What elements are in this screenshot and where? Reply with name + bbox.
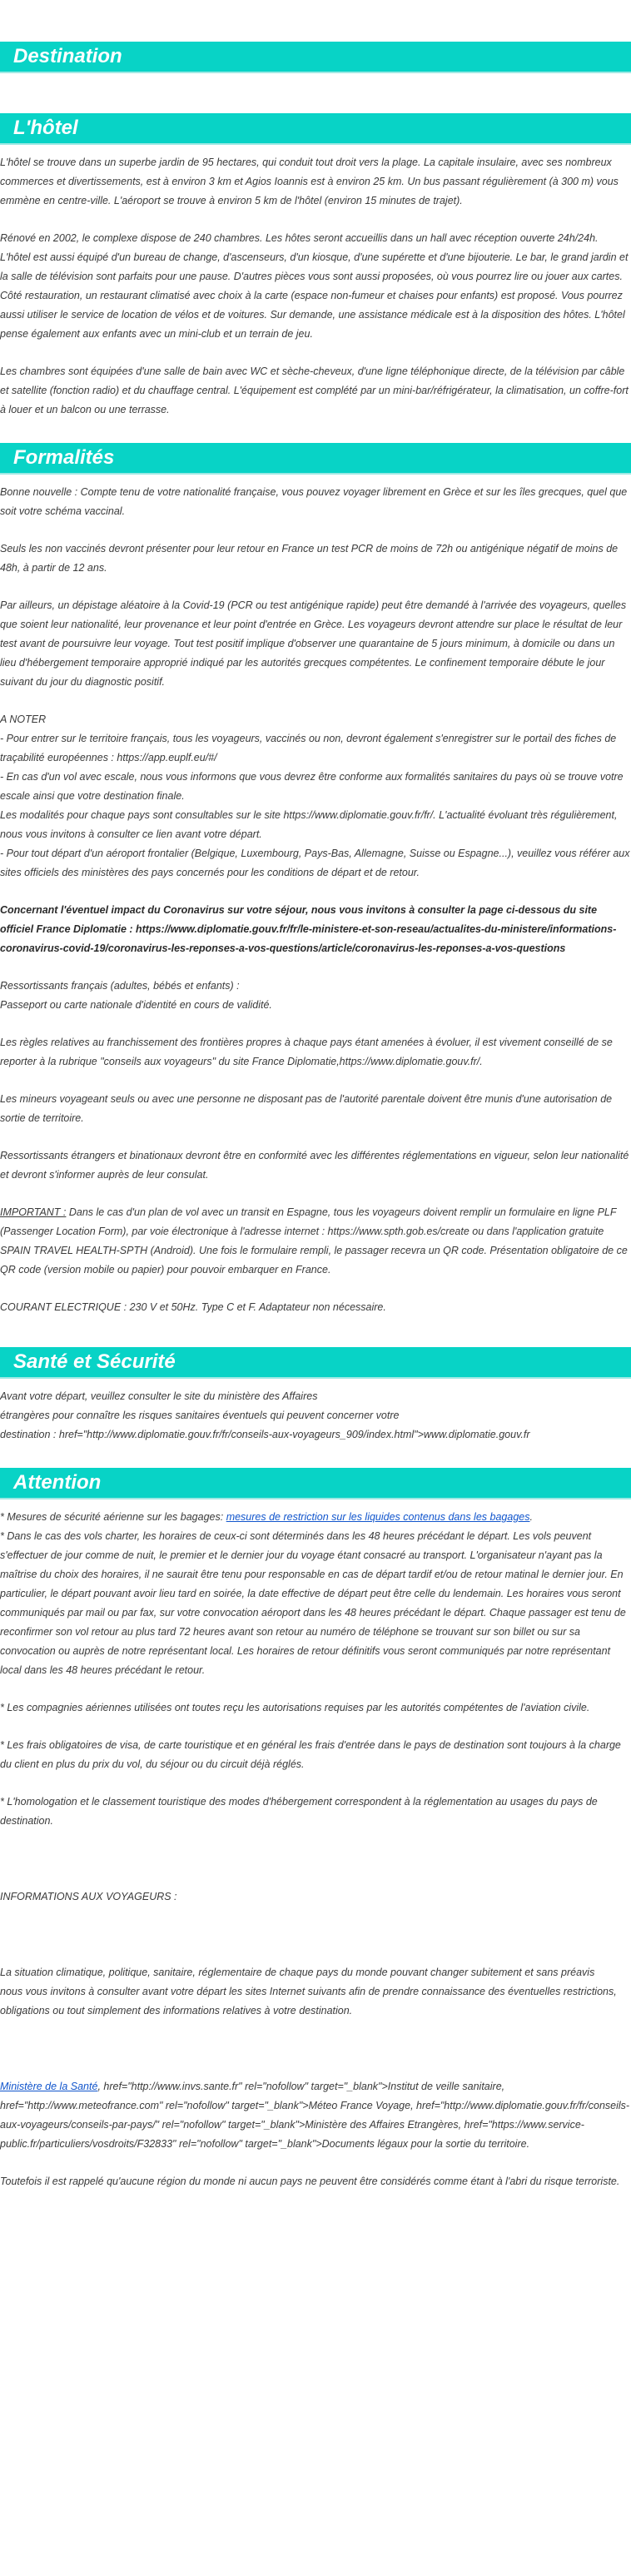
- baggage-security-line: [0, 1508, 631, 1527]
- formalites-paragraph: Par ailleurs, un dépistage aléatoire à la Covid-19 (PCR ou test antigénique rapide) peut être demandé à l'arrivée des voyageurs, quelles que soient leur nationalité, leur provenance et leur point d'entrée en Grèce. Les voyageurs devront attendre sur place le résultat de leur test avant de poursuivre leur voyage. Tout test positif implique d'observer une quarantaine de 5 jours minimum, à domicile ou dans un lieu d'hébergement temporaire approprié indiqué par les autorités grecques compétentes. Le confinement temporaire débute le jour suivant du jour du diagnostic positif.: [0, 599, 627, 688]
- liquids-restriction-link[interactable]: mesures de restriction sur les liquides contenus dans les bagages: [226, 1511, 530, 1523]
- charter-schedule-paragraph: * Dans le cas des vols charter, les horaires de ceux-ci sont déterminés dans les 48 heures précédant le départ. Les vols peuvent s'effectuer de jour comme de nuit, le premier et le dernier jour du voyage étant consacré au transport. L'organisateur n'ayant pas la maîtrise du choix des horaires, il ne saurait être tenu pour responsable en cas de départ tardif et/ou de retour matinal le dernier jour. En particulier, le départ pouvant avoir lieu tard en soirée, la date effective de départ peut être celle du lendemain. Les horaires vous seront communiqués par mail ou par fax, sur votre convocation aéroport dans les 48 heures précédant le départ. Chaque passager est tenu de reconfirmer son vol retour au plus tard 72 heures avant son retour au numéro de téléphone se trouvant sur son billet ou sur sa convocation ou auprès de notre représentant local. Les horaires de retour définitifs vous seront communiqués par notre représentant local dans les 48 heures précédant le retour.: [0, 1530, 626, 1676]
- hotel-description: [0, 153, 631, 420]
- section-header-formalites: [0, 443, 631, 475]
- formalites-paragraph: Les règles relatives au franchissement des frontières propres à chaque pays étant amenées à évoluer, il est vivement conseillé de se reporter à la rubrique "conseils aux voyageurs" du site France Diplomatie,https://www.diplomatie.gouv.fr/.: [0, 1037, 613, 1067]
- situation-block: [0, 1963, 631, 2021]
- note-block: [0, 710, 631, 883]
- hotel-paragraph: Rénové en 2002, le complexe dispose de 240 chambres. Les hôtes seront accueillis dans un hall avec réception ouverte 24h/24h. L'hôtel est aussi équipé d'un bureau de change, d'ascenseurs, d'un kiosque, d'une supérette et d'une bijouterie. Le bar, le grand jardin et la salle de télévision sont parfaits pour une pause. D'autres pièces vous sont aussi proposées, où vous pourrez lire ou jouer aux cartes. Côté restauration, un restaurant climatisé avec choix à la carte (espace non-fumeur et chaises pour enfants) est proposé. Vous pourrez aussi utiliser le service de location de vélos et de voitures. Sur demande, une assistance médicale est à la disposition des hôtes. L'hôtel pense également aux enfants avec un mini-club et un terrain de jeu.: [0, 232, 629, 340]
- airlines-paragraph: * Les compagnies aériennes utilisées ont toutes reçu les autorisations requises par les autorités compétentes de l'aviation civile.: [0, 1702, 590, 1713]
- formalites-paragraph: Les mineurs voyageant seuls ou avec une personne ne disposant pas de l'autorité parentale doivent être munis d'une autorisation de sortie de territoire.: [0, 1093, 613, 1124]
- section-title: Formalités: [13, 446, 115, 469]
- sante-line: Avant votre départ, veuillez consulter le site du ministère des Affaires: [0, 1390, 318, 1402]
- sante-content: [0, 1387, 631, 1445]
- travellers-info-title: INFORMATIONS AUX VOYAGEURS :: [0, 1891, 177, 1902]
- electricity-info: COURANT ELECTRIQUE : 230 V et 50Hz. Type C et F. Adaptateur non nécessaire.: [0, 1301, 386, 1313]
- hotel-paragraph: Les chambres sont équipées d'une salle de bain avec WC et sèche-cheveux, d'une ligne téléphonique directe, de la télévision par câble et satellite (fonction radio) et du chauffage central. L'équipement est complété par un mini-bar/réfrigérateur, la climatisation, un coffre-fort à louer et un balcon ou une terrasse.: [0, 366, 629, 415]
- documents-text: Passeport ou carte nationale d'identité en cours de validité.: [0, 999, 272, 1011]
- ministere-sante-link[interactable]: Ministère de la Santé: [0, 2081, 98, 2092]
- useful-links-text: , href="http://www.invs.sante.fr" rel="nofollow" target="_blank">Institut de veille sanitaire, href="http://www.meteofrance.com" rel="nofollow" target="_blank">Méteo France Voyage, href="http://www.diplomatie.gouv.fr/fr/conseils-aux-voyageurs/conseils-par-pays/" rel="nofollow" target="_blank">Ministère des Affaires Etrangères, href="https://www.service-public.fr/particuliers/vosdroits/F32833" rel="nofollow" target="_blank">Documents légaux pour la sortie du territoire.: [0, 2081, 630, 2150]
- documents-block: [0, 977, 631, 1015]
- attention-content: [0, 1508, 631, 2191]
- important-text: Dans le cas d'un plan de vol avec un transit en Espagne, tous les voyageurs doivent remplir un formulaire en ligne PLF (Passenger Location Form), par voie électronique à l'adresse internet : https://www.spth.gob.es/create ou dans l'application gratuite SPAIN TRAVEL HEALTH-SPTH (Android). Une fois le formulaire rempli, le passager recevra un QR code. Présentation obligatoire de ce QR code (version mobile ou papier) pour pouvoir embarquer en France.: [0, 1206, 628, 1276]
- section-title: L'hôtel: [13, 117, 78, 139]
- section-title: Santé et Sécurité: [13, 1350, 176, 1373]
- note-line: - Pour tout départ d'un aéroport frontalier (Belgique, Luxembourg, Pays-Bas, Allemagne, Suisse ou Espagne...), veuillez vous référer aux sites officiels des ministères des pays concernés pour les conditions de départ et de retour.: [0, 848, 630, 878]
- formalites-paragraph: Ressortissants étrangers et binationaux devront être en conformité avec les différentes réglementations en vigueur, selon leur nationalité et devront s'informer auprès de leur consulat.: [0, 1150, 629, 1181]
- sante-line: destination : href="http://www.diplomatie.gouv.fr/fr/conseils-aux-voyageurs_909/index.html">www.diplomatie.gouv.fr: [0, 1429, 530, 1440]
- formalites-paragraph: Seuls les non vaccinés devront présenter pour leur retour en France un test PCR de moins de 72h ou antigénique négatif de moins de 48h, à partir de 12 ans.: [0, 543, 619, 574]
- documents-title: Ressortissants français (adultes, bébés et enfants) :: [0, 980, 240, 992]
- spacer: [0, 1849, 631, 1887]
- page: [0, 42, 631, 2191]
- fees-paragraph: * Les frais obligatoires de visa, de carte touristique et en général les frais d'entrée dans le pays de destination sont toujours à la charge du client en plus du prix du vol, du séjour ou du circuit déjà réglés.: [0, 1739, 621, 1770]
- section-header-hotel: [0, 113, 631, 145]
- section-header-sante: [0, 1347, 631, 1379]
- useful-links-paragraph: [0, 2077, 631, 2154]
- note-line: - Pour entrer sur le territoire français, tous les voyageurs, vaccinés ou non, devront également s'enregistrer sur le portail des fiches de traçabilité européennes : https://app.euplf.eu/#/: [0, 733, 619, 763]
- note-line: Les modalités pour chaque pays sont consultables sur le site https://www.diplomatie.gouv.fr/fr/. L'actualité évoluant très régulièrement, nous vous invitons à consulter ce lien avant votre départ.: [0, 809, 620, 840]
- homologation-paragraph: * L'homologation et le classement touristique des modes d'hébergement correspondent à la réglementation au usages du pays de destination.: [0, 1796, 598, 1827]
- formalites-paragraph: Bonne nouvelle : Compte tenu de votre nationalité française, vous pouvez voyager librement en Grèce et sur les îles grecques, quel que soit votre schéma vaccinal.: [0, 486, 628, 517]
- situation-line: nous vous invitons à consulter avant votre départ les sites Internet suivants afin de prendre connaissance des éventuelles restrictions, obligations ou tout simplement des informations relatives à votre destination.: [0, 1986, 620, 2017]
- section-title: Destination: [13, 45, 122, 67]
- section-header-destination: [0, 42, 631, 73]
- section-title: Attention: [13, 1471, 102, 1494]
- important-label: IMPORTANT :: [0, 1206, 67, 1218]
- note-title: A NOTER: [0, 714, 47, 725]
- sante-line: étrangères pour connaître les risques sanitaires éventuels qui peuvent concerner votre: [0, 1410, 400, 1421]
- important-notice: [0, 1203, 631, 1280]
- situation-line: La situation climatique, politique, sanitaire, réglementaire de chaque pays du monde pouvant changer subitement et sans préavis: [0, 1967, 595, 1978]
- section-header-attention: [0, 1468, 631, 1499]
- coronavirus-impact-notice: Concernant l'éventuel impact du Coronavirus sur votre séjour, nous vous invitons à consulter la page ci-dessous du site officiel France Diplomatie : https://www.diplomatie.gouv.fr/fr/le-ministere-et-son-reseau/actualites-du-ministere/informations-coronavirus-covid-19/coronavirus-les-reponses-a-vos-questions/article/coronavirus-les-reponses-a-vos-questions: [0, 904, 617, 954]
- note-line: - En cas d'un vol avec escale, nous vous informons que vous devrez être conforme aux formalités sanitaires du pays où se trouve votre escale ainsi que votre destination finale.: [0, 771, 627, 802]
- spacer: [0, 2039, 631, 2077]
- spacer: [0, 1925, 631, 1963]
- baggage-security-prefix: * Mesures de sécurité aérienne sur les bagages:: [0, 1511, 226, 1523]
- formalites-content: [0, 483, 631, 1317]
- terrorism-notice: Toutefois il est rappelé qu'aucune région du monde ni aucun pays ne peuvent être considérés comme étant à l'abri du risque terroriste.: [0, 2176, 620, 2187]
- baggage-security-suffix: .: [529, 1511, 533, 1523]
- hotel-paragraph: L'hôtel se trouve dans un superbe jardin de 95 hectares, qui conduit tout droit vers la plage. La capitale insulaire, avec ses nombreux commerces et divertissements, est à environ 3 km et Agios Ioannis est à environ 25 km. Un bus passant régulièrement (à 300 m) vous emmène en centre-ville. L'aéroport se trouve à environ 5 km de l'hôtel (environ 15 minutes de trajet).: [0, 157, 619, 206]
